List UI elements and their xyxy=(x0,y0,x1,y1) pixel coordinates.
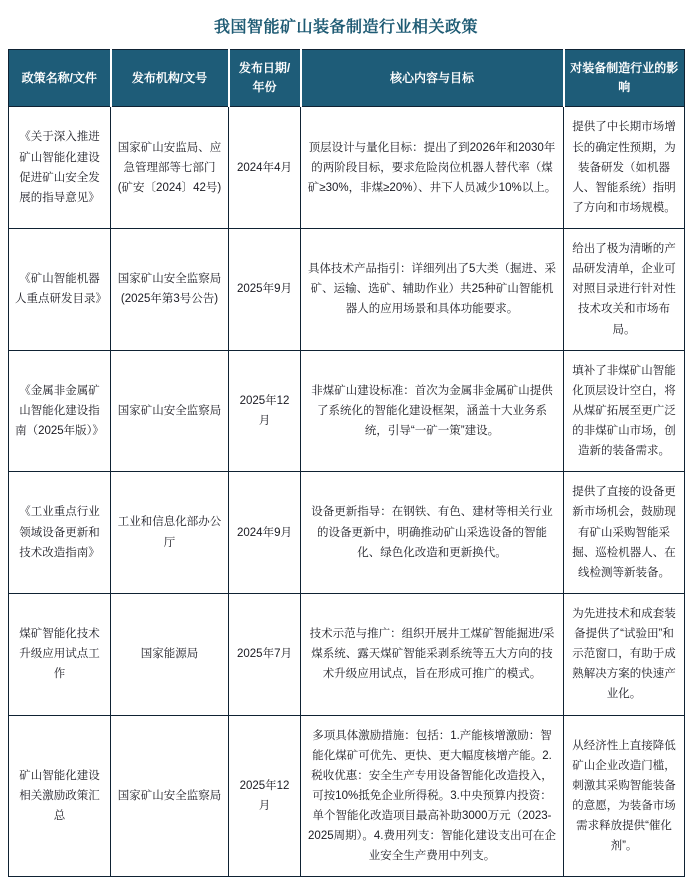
cell-impact: 提供了中长期市场增长的确定性预期，为装备研发（如机器人、智能系统）指明了方向和市场规模。 xyxy=(564,107,685,229)
cell-agency: 国家矿山安全监察局 xyxy=(111,350,229,472)
table-header-row xyxy=(9,50,685,107)
page-title: 我国智能矿山装备制造行业相关政策 xyxy=(213,19,478,36)
cell-content: 多项具体激励措施：包括：1.产能核增激励：智能化煤矿可优先、更快、更大幅度核增产能。2.税收优惠：安全生产专用设备智能化改造投入，可按10%抵免企业所得税。3.中央预算内投资：单个智能化改造项目最高补助3000万元（2023-2025周期）。4.费用列支：智能化建设支出可在企业安全生产费用中列支。 xyxy=(301,715,564,877)
cell-agency: 国家矿山安监局、应急管理部等七部门(矿安〔2024〕42号) xyxy=(111,107,229,229)
cell-policy: 《关于深入推进矿山智能化建设促进矿山安全发展的指导意见》 xyxy=(9,107,111,229)
col-header-policy: 政策名称/文件 xyxy=(9,50,111,107)
table-row xyxy=(9,715,685,877)
cell-impact: 提供了直接的设备更新市场机会，鼓励现有矿山采购智能采掘、巡检机器人、在线检测等新装备。 xyxy=(564,472,685,594)
table-row xyxy=(9,107,685,229)
col-header-agency: 发布机构/文号 xyxy=(111,50,229,107)
col-header-date: 发布日期/年份 xyxy=(229,50,301,107)
cell-content: 具体技术产品指引：详细列出了5大类（掘进、采矿、运输、选矿、辅助作业）共25种矿山智能机器人的应用场景和具体功能要求。 xyxy=(301,229,564,351)
cell-agency: 国家矿山安全监察局(2025年第3号公告) xyxy=(111,229,229,351)
cell-policy: 《矿山智能机器人重点研发目录》 xyxy=(9,229,111,351)
cell-agency: 国家矿山安全监察局 xyxy=(111,715,229,877)
cell-agency: 国家能源局 xyxy=(111,593,229,715)
table-row xyxy=(9,472,685,594)
table-body xyxy=(9,107,685,877)
table-row xyxy=(9,593,685,715)
policy-table xyxy=(8,49,685,877)
cell-policy: 《工业重点行业领域设备更新和技术改造指南》 xyxy=(9,472,111,594)
col-header-content: 核心内容与目标 xyxy=(301,50,564,107)
cell-policy: 《金属非金属矿山智能化建设指南（2025年版）》 xyxy=(9,350,111,472)
table-row xyxy=(9,229,685,351)
cell-date: 2025年7月 xyxy=(229,593,301,715)
cell-content: 技术示范与推广：组织开展井工煤矿智能掘进/采煤系统、露天煤矿智能采剥系统等五大方向的技术升级应用试点，旨在形成可推广的模式。 xyxy=(301,593,564,715)
cell-policy: 矿山智能化建设相关激励政策汇总 xyxy=(9,715,111,877)
cell-impact: 从经济性上直接降低矿山企业改造门槛，刺激其采购智能装备的意愿，为装备市场需求释放提供“催化剂”。 xyxy=(564,715,685,877)
cell-content: 非煤矿山建设标准：首次为金属非金属矿山提供了系统化的智能化建设框架，涵盖十大业务系统，引导“一矿一策”建设。 xyxy=(301,350,564,472)
cell-impact: 为先进技术和成套装备提供了“试验田”和示范窗口，有助于成熟解决方案的快速产业化。 xyxy=(564,593,685,715)
cell-content: 顶层设计与量化目标：提出了到2026年和2030年的两阶段目标，要求危险岗位机器人替代率（煤矿≥30%，非煤≥20%）、井下人员减少10%以上。 xyxy=(301,107,564,229)
cell-date: 2025年12月 xyxy=(229,715,301,877)
cell-date: 2024年4月 xyxy=(229,107,301,229)
cell-date: 2025年12月 xyxy=(229,350,301,472)
cell-policy: 煤矿智能化技术升级应用试点工作 xyxy=(9,593,111,715)
cell-impact: 填补了非煤矿山智能化顶层设计空白，将从煤矿拓展至更广泛的非煤矿山市场，创造新的装备需求。 xyxy=(564,350,685,472)
cell-impact: 给出了极为清晰的产品研发清单，企业可对照目录进行针对性技术攻关和市场布局。 xyxy=(564,229,685,351)
col-header-impact: 对装备制造行业的影响 xyxy=(564,50,685,107)
cell-content: 设备更新指导：在钢铁、有色、建材等相关行业的设备更新中，明确推动矿山采选设备的智能化、绿色化改造和更新换代。 xyxy=(301,472,564,594)
cell-agency: 工业和信息化部办公厅 xyxy=(111,472,229,594)
cell-date: 2024年9月 xyxy=(229,472,301,594)
table-row xyxy=(9,350,685,472)
cell-date: 2025年9月 xyxy=(229,229,301,351)
